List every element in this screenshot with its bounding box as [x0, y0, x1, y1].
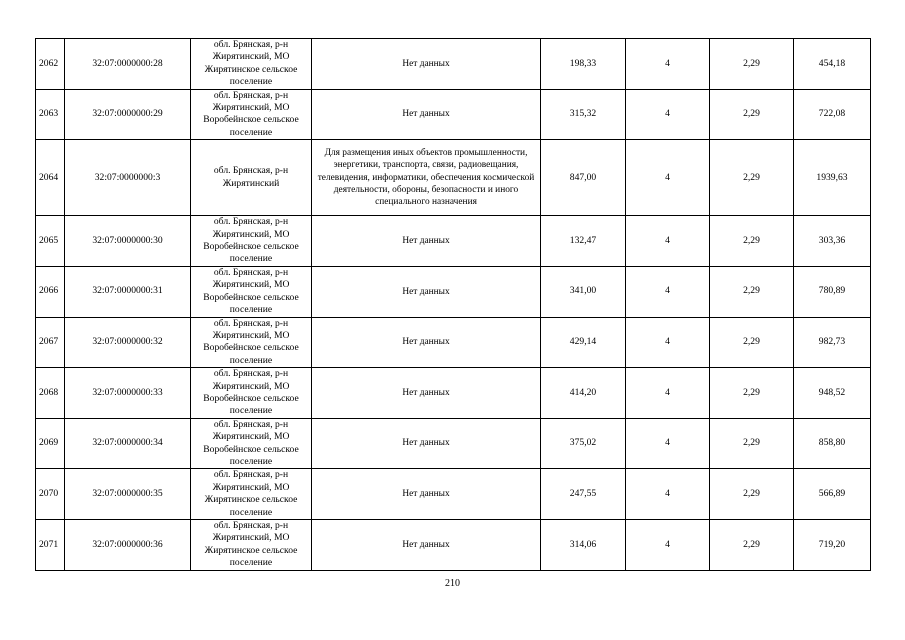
cadastral-number: 32:07:0000000:33 — [65, 368, 191, 419]
sum-cell: 303,36 — [794, 216, 871, 267]
group-cell: 4 — [626, 520, 710, 571]
rate-cell: 2,29 — [710, 317, 794, 368]
row-number: 2064 — [36, 140, 65, 216]
rate-cell: 2,29 — [710, 39, 794, 90]
category-cell: Нет данных — [312, 368, 541, 419]
cadastral-number: 32:07:0000000:36 — [65, 520, 191, 571]
area-cell: 132,47 — [541, 216, 626, 267]
sum-cell: 948,52 — [794, 368, 871, 419]
address-cell: обл. Брянская, р-н Жирятинский, МО Воробейнское сельское поселение — [191, 368, 312, 419]
table-row — [36, 368, 871, 419]
group-cell: 4 — [626, 469, 710, 520]
cadastral-number: 32:07:0000000:32 — [65, 317, 191, 368]
table-row — [36, 418, 871, 469]
table-row — [36, 469, 871, 520]
category-cell: Нет данных — [312, 216, 541, 267]
cadastral-number: 32:07:0000000:29 — [65, 89, 191, 140]
cadastral-number: 32:07:0000000:35 — [65, 469, 191, 520]
category-cell: Нет данных — [312, 266, 541, 317]
row-number: 2068 — [36, 368, 65, 419]
rate-cell: 2,29 — [710, 469, 794, 520]
row-number: 2063 — [36, 89, 65, 140]
table-row — [36, 140, 871, 216]
group-cell: 4 — [626, 266, 710, 317]
group-cell: 4 — [626, 368, 710, 419]
rate-cell: 2,29 — [710, 89, 794, 140]
address-cell: обл. Брянская, р-н Жирятинский — [191, 140, 312, 216]
group-cell: 4 — [626, 89, 710, 140]
category-cell: Нет данных — [312, 89, 541, 140]
sum-cell: 722,08 — [794, 89, 871, 140]
sum-cell: 780,89 — [794, 266, 871, 317]
rate-cell: 2,29 — [710, 216, 794, 267]
group-cell: 4 — [626, 317, 710, 368]
address-cell: обл. Брянская, р-н Жирятинский, МО Воробейнское сельское поселение — [191, 266, 312, 317]
row-number: 2067 — [36, 317, 65, 368]
category-cell: Для размещения иных объектов промышленности, энергетики, транспорта, связи, радиовещания, телевидения, информатики, обеспечения космической деятельности, обороны, безопасности и иного специального назначения — [312, 140, 541, 216]
table-row — [36, 39, 871, 90]
page-number: 210 — [445, 578, 460, 589]
area-cell: 414,20 — [541, 368, 626, 419]
category-cell: Нет данных — [312, 418, 541, 469]
sum-cell: 982,73 — [794, 317, 871, 368]
rate-cell: 2,29 — [710, 368, 794, 419]
area-cell: 314,06 — [541, 520, 626, 571]
address-cell: обл. Брянская, р-н Жирятинский, МО Жирятинское сельское поселение — [191, 469, 312, 520]
table-row — [36, 520, 871, 571]
category-cell: Нет данных — [312, 469, 541, 520]
address-cell: обл. Брянская, р-н Жирятинский, МО Жирятинское сельское поселение — [191, 520, 312, 571]
table-row — [36, 266, 871, 317]
address-cell: обл. Брянская, р-н Жирятинский, МО Воробейнское сельское поселение — [191, 317, 312, 368]
sum-cell: 858,80 — [794, 418, 871, 469]
row-number: 2070 — [36, 469, 65, 520]
category-cell: Нет данных — [312, 520, 541, 571]
sum-cell: 566,89 — [794, 469, 871, 520]
area-cell: 247,55 — [541, 469, 626, 520]
category-cell: Нет данных — [312, 317, 541, 368]
sum-cell: 1939,63 — [794, 140, 871, 216]
area-cell: 198,33 — [541, 39, 626, 90]
rate-cell: 2,29 — [710, 520, 794, 571]
row-number: 2066 — [36, 266, 65, 317]
group-cell: 4 — [626, 39, 710, 90]
cadastral-number: 32:07:0000000:3 — [65, 140, 191, 216]
address-cell: обл. Брянская, р-н Жирятинский, МО Воробейнское сельское поселение — [191, 89, 312, 140]
area-cell: 315,32 — [541, 89, 626, 140]
row-number: 2069 — [36, 418, 65, 469]
row-number: 2071 — [36, 520, 65, 571]
area-cell: 375,02 — [541, 418, 626, 469]
cadastral-number: 32:07:0000000:30 — [65, 216, 191, 267]
cadastral-number: 32:07:0000000:28 — [65, 39, 191, 90]
group-cell: 4 — [626, 216, 710, 267]
rate-cell: 2,29 — [710, 418, 794, 469]
area-cell: 429,14 — [541, 317, 626, 368]
category-cell: Нет данных — [312, 39, 541, 90]
table-row — [36, 317, 871, 368]
rate-cell: 2,29 — [710, 140, 794, 216]
rate-cell: 2,29 — [710, 266, 794, 317]
area-cell: 847,00 — [541, 140, 626, 216]
table-row — [36, 89, 871, 140]
cadastral-number: 32:07:0000000:31 — [65, 266, 191, 317]
address-cell: обл. Брянская, р-н Жирятинский, МО Воробейнское сельское поселение — [191, 418, 312, 469]
group-cell: 4 — [626, 140, 710, 216]
group-cell: 4 — [626, 418, 710, 469]
cadastral-table — [35, 38, 871, 571]
row-number: 2065 — [36, 216, 65, 267]
table-body — [36, 39, 871, 571]
address-cell: обл. Брянская, р-н Жирятинский, МО Жирятинское сельское поселение — [191, 39, 312, 90]
address-cell: обл. Брянская, р-н Жирятинский, МО Воробейнское сельское поселение — [191, 216, 312, 267]
area-cell: 341,00 — [541, 266, 626, 317]
cadastral-number: 32:07:0000000:34 — [65, 418, 191, 469]
row-number: 2062 — [36, 39, 65, 90]
sum-cell: 719,20 — [794, 520, 871, 571]
sum-cell: 454,18 — [794, 39, 871, 90]
table-row — [36, 216, 871, 267]
